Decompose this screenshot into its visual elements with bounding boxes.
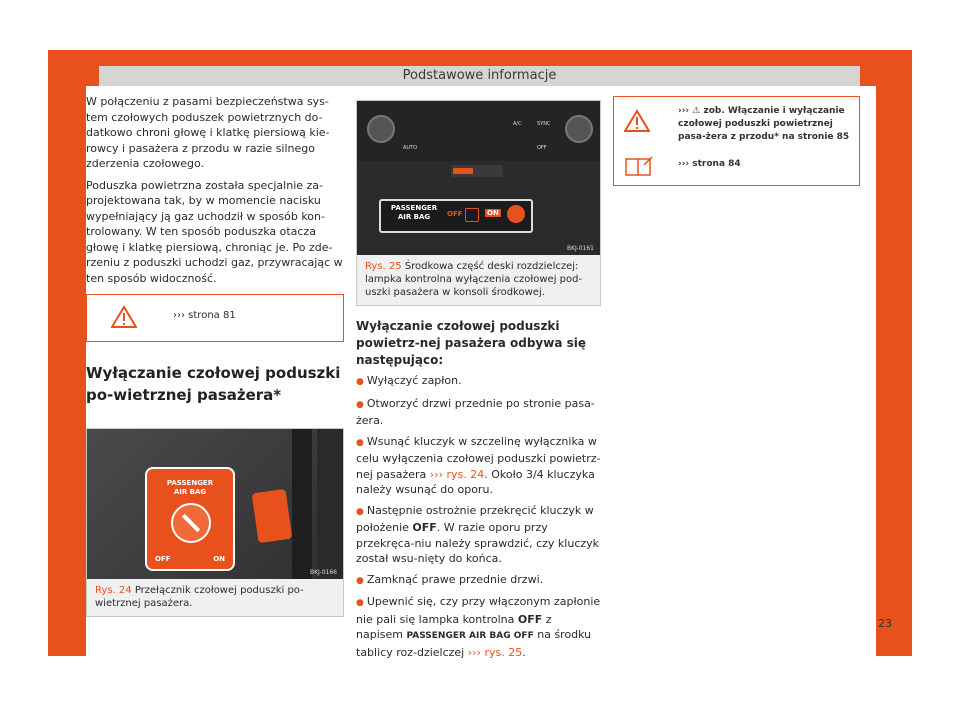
- figure-code: BKJ-0166: [309, 569, 337, 576]
- book-reference: ››› strona 84: [678, 159, 741, 169]
- step-6: ● Upewnić się, czy przy włączonym zapłonie nie pali się lampka kontrolna OFF z napisem PASSENGER AIR BAG OFF na środku tablicy roz-dzielczej ››› rys. 25.: [356, 595, 601, 659]
- auto-button-label: AUTO: [403, 145, 418, 151]
- step-1: ● Wyłączyć zapłon.: [356, 374, 462, 387]
- indicator-off-label: OFF: [447, 210, 463, 218]
- sync-button-label: SYNC: [537, 121, 551, 127]
- left-knob-icon: [367, 115, 395, 143]
- switch-label-line1: PASSENGER: [166, 479, 214, 487]
- column-1: [86, 94, 344, 617]
- figure-24: [86, 428, 344, 617]
- warning-box: [613, 96, 860, 186]
- caption-text: Przełącznik czołowej poduszki po-wietrznej pasażera.: [95, 585, 304, 609]
- step-text-mid: z napisem: [356, 612, 552, 641]
- indicator-strip-small: [451, 165, 503, 177]
- step-text-tail: . Około 3/4 kluczyka należy wsunąć do oporu.: [356, 467, 595, 496]
- airbag-on-symbol-icon: [507, 205, 525, 223]
- step-2: ● Otworzyć drzwi przednie po stronie pasa-żera.: [356, 396, 595, 427]
- figure-25-caption: [357, 255, 600, 305]
- indicator-on-label: ON: [487, 209, 499, 217]
- figure-25: [356, 100, 601, 306]
- off-symbol: OFF: [517, 612, 543, 626]
- step-text: Wyłączyć zapłon.: [366, 374, 462, 387]
- switch-label-line2: AIR BAG: [173, 488, 207, 496]
- indicator-label-line2: AIR BAG: [397, 213, 431, 221]
- airbag-indicator-zoom: [379, 199, 533, 233]
- warning-triangle-icon: [624, 109, 650, 133]
- step-text: Wsunąć kluczyk w szczelinę wyłącznika w celu wyłączenia czołowej poduszki powietrz-nej pasażera: [356, 434, 601, 481]
- page-header: Podstawowe informacje: [99, 66, 860, 86]
- page-number: 23: [878, 617, 892, 630]
- step-text: Następnie ostrożnie przekręcić kluczyk w położenie: [356, 503, 594, 534]
- warning-reference: ››› strona 81: [173, 310, 236, 321]
- airbag-switch-zoom: [145, 467, 235, 571]
- indicator-label-symbol: PASSENGER AIR BAG OFF: [406, 631, 534, 641]
- intro-paragraph: W połączeniu z pasami bezpieczeństwa sys-tem czołowych poduszek powietrznych do-datkowo chroni głowę i klatkę piersiową kie-rowcy i pasażera z przodu w razie silnego zderzenia czołowego.: [86, 95, 330, 170]
- airbag-paragraph: Poduszka powietrzna została specjalnie za-projektowana tak, by w momencie nacisku wypełniający ją gaz uchodził w sposób kon-trolowany. W ten sposób poduszka otacza głowę i klatkę piersiową, chroniąc je. Po zde-rzeniu z poduszki uchodzi gaz, przywracając w ten sposób widoczność.: [86, 178, 343, 285]
- section-heading: Wyłączanie czołowej poduszki po-wietrznej pasażera*: [86, 364, 341, 404]
- column-2: [356, 94, 601, 665]
- figure-24-image: [87, 429, 343, 579]
- step-3: ● Wsunąć kluczyk w szczelinę wyłącznika w celu wyłączenia czołowej poduszki powietrz-nej pasażera ››› rys. 24. Około 3/4 kluczyka należy wsunąć do oporu.: [356, 434, 601, 496]
- figure-link[interactable]: ››› rys. 25: [467, 645, 523, 659]
- indicator-label-line1: PASSENGER: [390, 204, 438, 212]
- step-4: ● Następnie ostrożnie przekręcić kluczyk w położenie OFF. W razie oporu przy przekręca-niu należy sprawdzić, czy kluczyk został wsu-nięty do końca.: [356, 503, 600, 565]
- off-button-label: OFF: [537, 145, 547, 151]
- step-text-end: .: [522, 645, 526, 659]
- step-text: Zamknąć prawe przednie drzwi.: [366, 572, 544, 586]
- switch-on-label: ON: [213, 555, 225, 563]
- switch-off-label: OFF: [155, 555, 171, 563]
- figure-25-image: [357, 101, 600, 255]
- zoomed-switch-small: [252, 489, 293, 543]
- ac-button-label: A/C: [513, 121, 522, 127]
- procedure-heading: Wyłączanie czołowej poduszki powietrz-nej pasażera odbywa się następująco:: [356, 319, 587, 367]
- caption-text: Środkowa część deski rozdzielczej: lampka kontrolna wyłączenia czołowej pod-uszki pasażera w konsoli środkowej.: [365, 261, 583, 298]
- figure-24-caption: [87, 579, 343, 616]
- book-icon: [624, 155, 654, 177]
- key-slot-icon: [171, 503, 211, 543]
- right-knob-icon: [565, 115, 593, 143]
- figure-number: Rys. 24: [95, 585, 132, 596]
- step-text: Otworzyć drzwi przednie po stronie pasa-żera.: [356, 396, 595, 427]
- figure-link[interactable]: ››› rys. 24: [429, 467, 485, 481]
- warning-triangle-icon: [111, 305, 137, 329]
- off-symbol: OFF: [412, 521, 437, 534]
- step-5: ● Zamknąć prawe przednie drzwi.: [356, 572, 544, 586]
- step-text-tail: . W razie oporu przy przekręca-niu należy sprawdzić, czy kluczyk został wsu-nięty do końca.: [356, 521, 600, 565]
- step-text: Upewnić się, czy przy włączonym zapłonie nie pali się lampka kontrolna: [356, 595, 601, 626]
- warning-box: [86, 294, 344, 342]
- warning-reference: ››› ⚠ zob. Włączanie i wyłączanie czołowej poduszki powietrznej pasa-żera z przodu* na stronie 85: [678, 106, 850, 142]
- column-3: [613, 96, 860, 186]
- figure-number: Rys. 25: [365, 261, 402, 272]
- step-text-tail: na środku tablicy roz-dzielczej: [356, 628, 592, 659]
- airbag-off-symbol-icon: [465, 208, 479, 222]
- figure-code: BKJ-0161: [566, 245, 594, 252]
